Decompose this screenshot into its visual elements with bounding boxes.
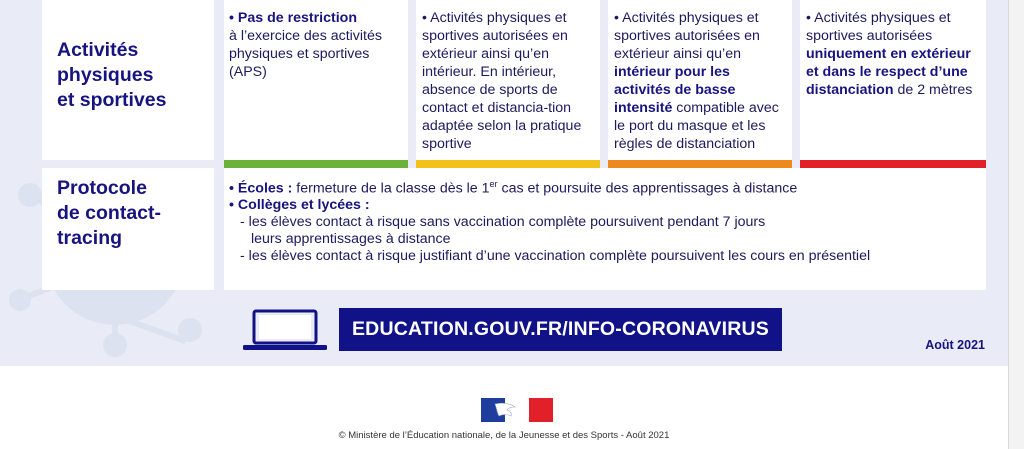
laptop-icon	[242, 308, 328, 352]
aps-cell-3-text	[614, 9, 790, 153]
ecoles-text-a: fermeture de la classe dès le 1	[296, 180, 490, 197]
ecoles-label: Écoles :	[237, 180, 293, 197]
ecoles-sup: er	[489, 179, 498, 189]
protocol-colleges: • Collèges et lycées :	[229, 197, 370, 213]
aps-cell-2-body: Activités physiques et sportives autorisées en extérieur ainsi qu’en intérieur. En intérieur, absence de sports de contact et distancia-tion adaptée selon la pratique sportive	[422, 10, 582, 152]
bullet: •	[614, 10, 619, 26]
protocol-line-2: - les élèves contact à risque justifiant d’une vaccination complète poursuivent les cours en présentiel	[240, 248, 871, 264]
page-edge-strip	[1008, 0, 1024, 449]
aps-cell-1-body: à l’exercice des activités physiques et sportives (APS)	[229, 28, 382, 80]
ecoles-text-b: cas et poursuite des apprentissages à distance	[501, 180, 798, 197]
colleges-label: Collèges et lycées :	[237, 197, 370, 213]
aps-cell-1-bold: Pas de restriction	[237, 10, 357, 26]
level-bar-orange	[608, 160, 792, 168]
aps-cell-3-pre: Activités physiques et sportives autorisées en extérieur ainsi qu’en	[614, 10, 760, 62]
aps-cell-4-text	[806, 9, 984, 99]
aps-cell-1-text	[229, 9, 405, 81]
bullet: •	[422, 10, 427, 26]
republique-francaise-logo	[481, 398, 553, 422]
bullet: •	[806, 10, 811, 26]
aps-row-title: Activités physiques et sportives	[57, 39, 167, 111]
protocol-line-1b: leurs apprentissages à distance	[251, 231, 451, 247]
level-bar-red	[800, 160, 986, 168]
aps-cell-3-post: compatible avec le port du masque et les règles de distanciation	[614, 100, 779, 152]
aps-cell-3-bold: intérieur pour les activités de basse intensité	[614, 64, 736, 116]
protocol-ecoles: • Écoles : fermeture de la classe dès le 1er cas et poursuite des apprentissages à distance	[229, 179, 798, 197]
level-bar-yellow	[416, 160, 600, 168]
aps-cell-2-text	[422, 9, 598, 153]
bullet: •	[229, 10, 234, 26]
info-url-banner[interactable]: EDUCATION.GOUV.FR/INFO-CORONAVIRUS	[339, 308, 782, 351]
aps-cell-4-pre: Activités physiques et sportives autorisées	[806, 10, 951, 44]
level-bar-green	[224, 160, 408, 168]
protocol-row-title: Protocole de contact- tracing	[57, 177, 162, 249]
protocol-line-1: - les élèves contact à risque sans vaccination complète poursuivent pendant 7 jours	[240, 214, 766, 230]
footer-copyright: © Ministère de l’Éducation nationale, de la Jeunesse et des Sports - Août 2021	[338, 430, 670, 441]
aps-cell-4-post: de 2 mètres	[897, 82, 973, 98]
aps-cell-4-bold: uniquement en extérieur et dans le respect d’une distanciation	[806, 46, 971, 98]
date-label: Août 2021	[925, 338, 985, 352]
